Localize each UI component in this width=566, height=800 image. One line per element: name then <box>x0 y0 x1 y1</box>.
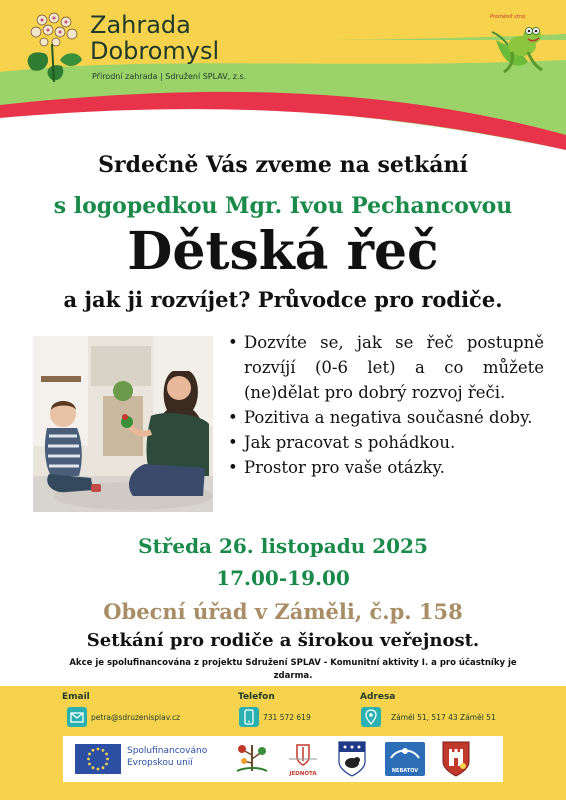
email-label: Email <box>62 692 90 702</box>
topic-list <box>228 330 544 480</box>
eu-cofunding-text <box>127 745 207 769</box>
logo-subtitle: Přírodní zahrada | Sdružení SPLAV, z.s. <box>92 72 247 81</box>
eu-text-line2: Evropskou unií <box>127 758 193 768</box>
list-item: • Jak pracovat s pohádkou. <box>228 430 544 455</box>
event-audience: Setkání pro rodiče a širokou veřejnost. <box>86 630 480 651</box>
address-label: Adresa <box>360 692 396 702</box>
phone-icon <box>239 707 259 727</box>
email-icon <box>67 707 87 727</box>
coat-of-arms-bear-icon <box>337 740 367 778</box>
list-item: • Prostor pro vaše otázky. <box>228 455 544 480</box>
phone-label: Telefon <box>238 692 275 702</box>
phone-value[interactable]: 731 572 619 <box>263 713 311 722</box>
jednota-logo <box>283 741 323 777</box>
funding-note: Akce je spolufinancována z projektu Sdružení SPLAV - Komunitní aktivity I. a pro účastníky je zdarma. <box>69 658 517 681</box>
event-place: Obecní úřad v Záměli, č.p. 158 <box>103 599 463 624</box>
location-pin-icon <box>361 707 381 727</box>
event-title: Dětská řeč <box>127 221 439 282</box>
jednota-text: JEDNOTA <box>289 771 317 777</box>
address-value: Zámél 51, 517 43 Záměl 51 <box>391 713 496 722</box>
frog-badge-label: Proměnit stroj <box>490 14 526 20</box>
nebatov-logo <box>385 742 425 776</box>
partner-logos <box>63 736 503 782</box>
splav-tree-logo-icon <box>235 741 269 777</box>
frog-logo-icon <box>484 12 550 78</box>
speaker-line: s logopedkou Mgr. Ivou Pechancovou <box>53 193 513 219</box>
jednota-shield-icon <box>283 741 323 767</box>
list-item: • Dozvíte se, jak se řeč postupně rozvíjí (0-6 let) a co můžete (ne)dělat pro dobrý rozvoj řeči. <box>228 330 544 405</box>
event-subtitle: a jak ji rozvíjet? Průvodce pro rodiče. <box>63 287 503 312</box>
logo-title <box>90 12 219 64</box>
eu-text-line1: Spolufinancováno <box>127 746 208 756</box>
nebatov-text: NEBATOV <box>391 768 419 774</box>
flower-logo-icon <box>22 10 92 90</box>
eu-flag-icon <box>75 744 121 774</box>
photo-mother-and-child <box>33 336 213 512</box>
event-time: 17.00-19.00 <box>216 566 350 590</box>
nebatov-mark-icon <box>385 742 425 764</box>
invitation-line: Srdečně Vás zveme na setkání <box>98 152 468 178</box>
email-value[interactable]: petra@sdruzenisplav.cz <box>91 713 181 722</box>
logo-title-line2: Dobromysl <box>90 37 220 65</box>
event-date: Středa 26. listopadu 2025 <box>138 534 428 558</box>
logo-title-line1: Zahrada <box>90 11 191 39</box>
coat-of-arms-castle-icon <box>441 740 471 778</box>
list-item: • Pozitiva a negativa současné doby. <box>228 405 544 430</box>
